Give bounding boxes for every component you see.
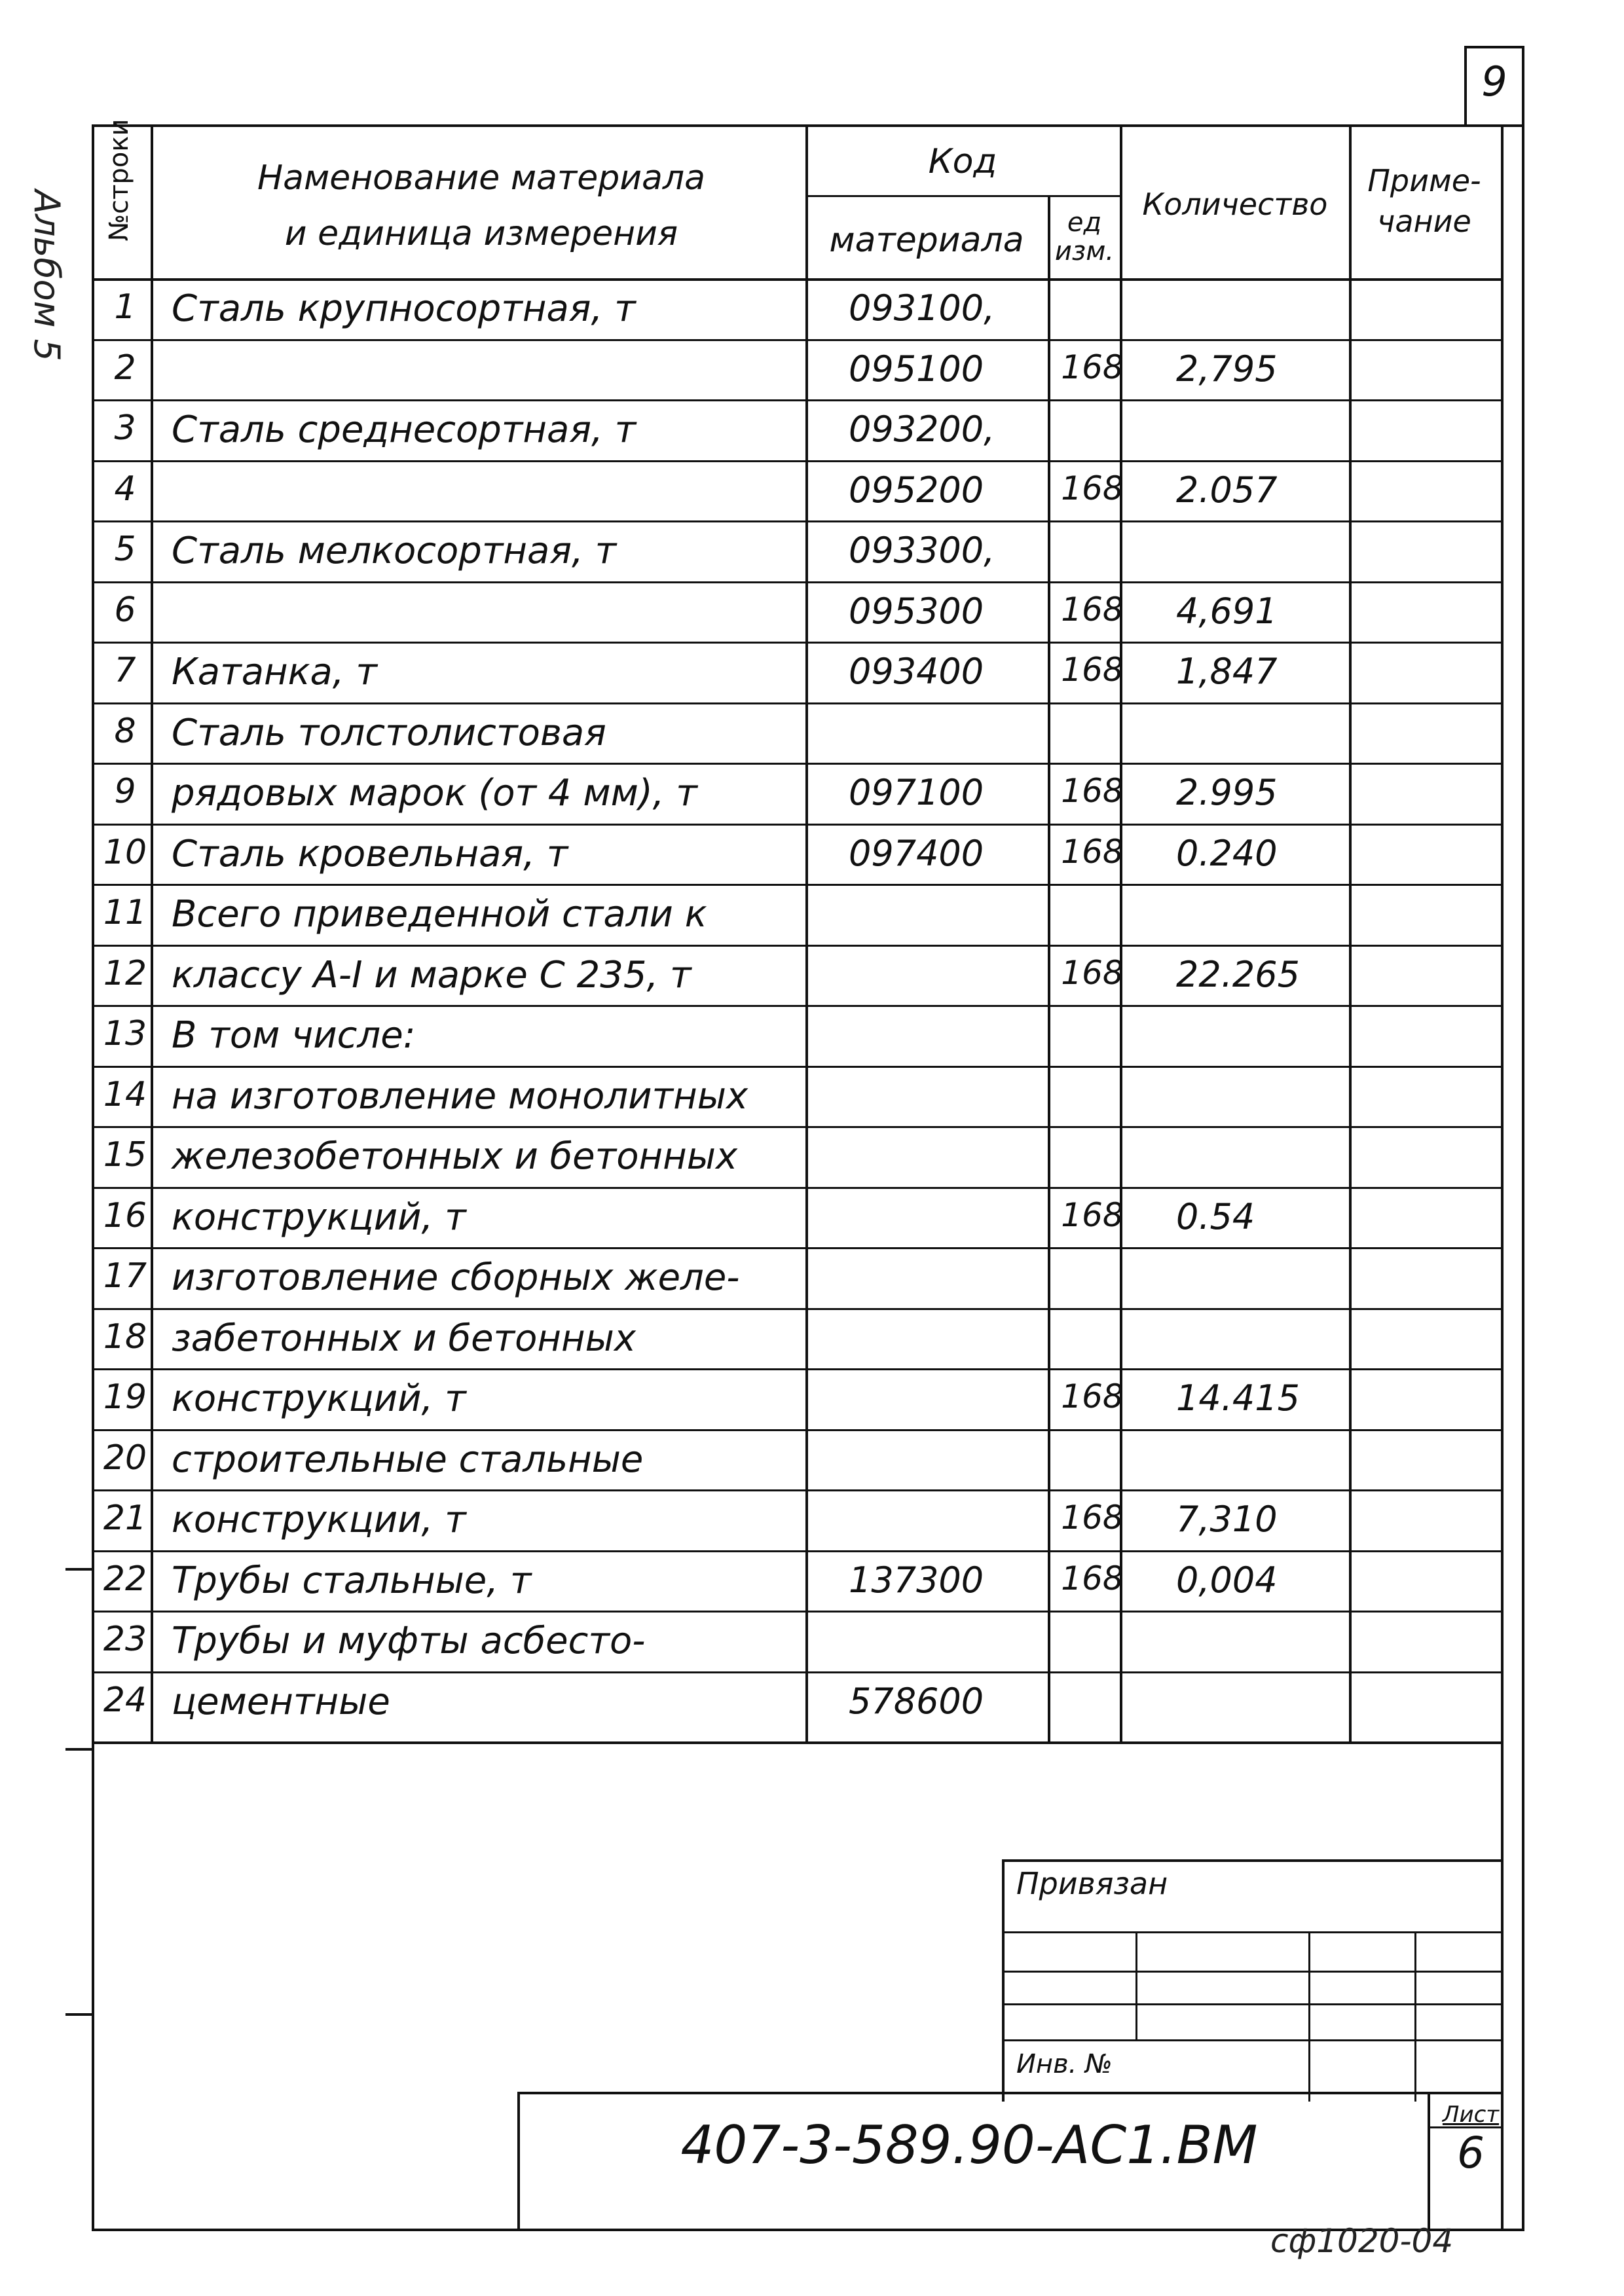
row-number: 21 — [103, 1499, 147, 1538]
row-line — [92, 1308, 1501, 1310]
header-name-line1: Наменование материала — [257, 158, 705, 198]
row-material-name: рядовых марок (от 4 мм), т — [172, 772, 697, 814]
row-material-name: Сталь мелкосортная, т — [172, 530, 617, 572]
row-material-name: Сталь кровельная, т — [172, 832, 568, 875]
row-number: 20 — [103, 1438, 147, 1478]
margin-tick-2 — [65, 1748, 92, 1751]
row-number: 18 — [103, 1317, 147, 1357]
row-number: 19 — [103, 1377, 147, 1417]
row-material-name: Трубы и муфты асбесто- — [172, 1620, 646, 1662]
header-code-material: материала — [829, 221, 1024, 260]
frame-right-inner-line — [1501, 124, 1504, 2231]
stamp-line-1 — [1002, 1931, 1501, 1933]
margin-tick-3 — [65, 2013, 92, 2016]
row-material-name: строительные стальные — [172, 1438, 644, 1481]
row-number: 10 — [103, 832, 147, 872]
row-number: 24 — [103, 1680, 147, 1720]
stamp-bound-label: Привязан — [1016, 1866, 1168, 1901]
row-quantity: 1,847 — [1176, 651, 1278, 692]
row-number: 11 — [103, 893, 147, 932]
row-material-code: 093400 — [849, 651, 984, 692]
row-material-code: 578600 — [849, 1680, 984, 1722]
row-material-code: 095200 — [849, 469, 984, 511]
row-number: 16 — [103, 1195, 147, 1235]
header-code: Код — [928, 142, 997, 181]
row-number: 6 — [114, 590, 136, 630]
row-material-name: конструкций, т — [172, 1377, 466, 1420]
title-block-sheet-divider — [1428, 2092, 1430, 2231]
row-unit-code: 168 — [1061, 1195, 1124, 1234]
row-number: 7 — [114, 651, 136, 690]
table-bottom-line — [92, 1741, 1501, 1744]
row-material-name: изготовление сборных желе- — [172, 1256, 740, 1299]
header-quantity: Количество — [1142, 187, 1328, 222]
sheet-label: Лист — [1442, 2102, 1500, 2128]
row-line — [92, 1005, 1501, 1007]
row-unit-code: 168 — [1061, 651, 1124, 689]
row-unit-code: 168 — [1061, 1499, 1124, 1537]
row-material-name: Сталь среднесортная, т — [172, 409, 637, 451]
row-line — [92, 339, 1501, 341]
row-material-name: классу А-I и марке С 235, т — [172, 953, 692, 996]
row-number: 13 — [103, 1014, 147, 1053]
row-number: 8 — [114, 711, 136, 751]
row-number: 22 — [103, 1559, 147, 1599]
row-material-name: на изготовление монолитных — [172, 1074, 748, 1118]
row-number: 23 — [103, 1620, 147, 1659]
row-number: 14 — [103, 1074, 147, 1114]
row-number: 17 — [103, 1256, 147, 1296]
row-line — [92, 763, 1501, 765]
row-material-code: 137300 — [849, 1559, 984, 1601]
row-unit-code: 168 — [1061, 953, 1124, 992]
header-code-unit: ед изм. — [1054, 208, 1115, 266]
row-number: 3 — [114, 409, 136, 448]
sheet-number: 6 — [1457, 2128, 1485, 2178]
row-quantity: 0.54 — [1176, 1195, 1255, 1237]
row-material-code: 095300 — [849, 590, 984, 632]
row-material-name: Всего приведенной стали к — [172, 893, 707, 936]
footer-code: сф1020-04 — [1270, 2222, 1454, 2260]
row-number: 4 — [114, 469, 136, 509]
row-line — [92, 1671, 1501, 1673]
header-note: Приме-чание — [1367, 163, 1481, 239]
margin-tick-1 — [65, 1568, 92, 1571]
row-line — [92, 1247, 1501, 1249]
row-material-code: 093200, — [849, 409, 995, 450]
row-quantity: 14.415 — [1176, 1377, 1300, 1419]
row-material-code: 093300, — [849, 530, 995, 571]
row-material-name: цементные — [172, 1680, 390, 1723]
stamp-vline-2 — [1308, 1931, 1310, 2102]
row-material-name: В том числе: — [172, 1014, 416, 1057]
header-name-line2: и единица измерения — [284, 214, 678, 253]
row-line — [92, 824, 1501, 826]
row-line — [92, 1066, 1501, 1068]
row-material-name: железобетонных и бетонных — [172, 1135, 738, 1178]
row-quantity: 4,691 — [1176, 590, 1278, 632]
row-line — [92, 460, 1501, 462]
row-material-name: конструкции, т — [172, 1499, 466, 1541]
side-label: Альбом 5 — [26, 190, 67, 361]
row-unit-code: 168 — [1061, 772, 1124, 810]
row-number: 2 — [114, 348, 136, 388]
header-row-no: №строки — [104, 118, 134, 242]
row-quantity: 2.057 — [1176, 469, 1278, 511]
row-line — [92, 642, 1501, 644]
row-unit-code: 168 — [1061, 590, 1124, 629]
stamp-line-4 — [1002, 2039, 1501, 2041]
row-material-name: Сталь крупносортная, т — [172, 287, 636, 330]
row-line — [92, 884, 1501, 886]
row-number: 12 — [103, 953, 147, 993]
row-number: 15 — [103, 1135, 147, 1175]
page-number-box — [1464, 46, 1524, 124]
row-material-name: Катанка, т — [172, 651, 377, 693]
row-unit-code: 168 — [1061, 1377, 1124, 1415]
code-subheader-line — [805, 195, 1120, 197]
row-line — [92, 1550, 1501, 1552]
row-material-code: 095100 — [849, 348, 984, 390]
row-quantity: 22.265 — [1176, 953, 1300, 995]
row-unit-code: 168 — [1061, 348, 1124, 386]
row-unit-code: 168 — [1061, 469, 1124, 507]
row-material-code: 093100, — [849, 287, 995, 329]
row-material-name: Сталь толстолистовая — [172, 711, 606, 754]
row-material-name: конструкций, т — [172, 1195, 466, 1239]
row-line — [92, 702, 1501, 704]
page-number: 9 — [1481, 58, 1507, 105]
row-material-code: 097400 — [849, 832, 984, 874]
row-quantity: 0.240 — [1176, 832, 1278, 874]
stamp-vline-1 — [1135, 1931, 1137, 2039]
row-line — [92, 1429, 1501, 1431]
row-line — [92, 520, 1501, 522]
header-bottom-line — [92, 278, 1501, 281]
row-unit-code: 168 — [1061, 1559, 1124, 1597]
row-line — [92, 945, 1501, 947]
stamp-line-2 — [1002, 1971, 1501, 1973]
row-quantity: 2.995 — [1176, 772, 1278, 813]
row-line — [92, 1187, 1501, 1189]
row-number: 1 — [114, 287, 136, 327]
row-line — [92, 1368, 1501, 1370]
row-line — [92, 1489, 1501, 1491]
stamp-line-3 — [1002, 2003, 1501, 2005]
row-number: 5 — [114, 530, 136, 569]
row-quantity: 0,004 — [1176, 1559, 1278, 1601]
row-line — [92, 1126, 1501, 1128]
row-line — [92, 399, 1501, 401]
row-number: 9 — [114, 772, 136, 811]
row-material-code: 097100 — [849, 772, 984, 813]
row-material-name: Трубы стальные, т — [172, 1559, 532, 1602]
col-line-3 — [1048, 195, 1050, 1741]
stamp-inv-label: Инв. № — [1016, 2049, 1113, 2079]
row-material-name: забетонных и бетонных — [172, 1317, 636, 1360]
row-quantity: 7,310 — [1176, 1499, 1278, 1540]
row-unit-code: 168 — [1061, 832, 1124, 871]
row-quantity: 2,795 — [1176, 348, 1278, 390]
row-line — [92, 581, 1501, 583]
col-line-2 — [805, 124, 808, 1741]
document-code: 407-3-589.90-АС1.ВМ — [680, 2115, 1258, 2176]
row-line — [92, 1611, 1501, 1613]
stamp-vline-3 — [1414, 1931, 1416, 2102]
